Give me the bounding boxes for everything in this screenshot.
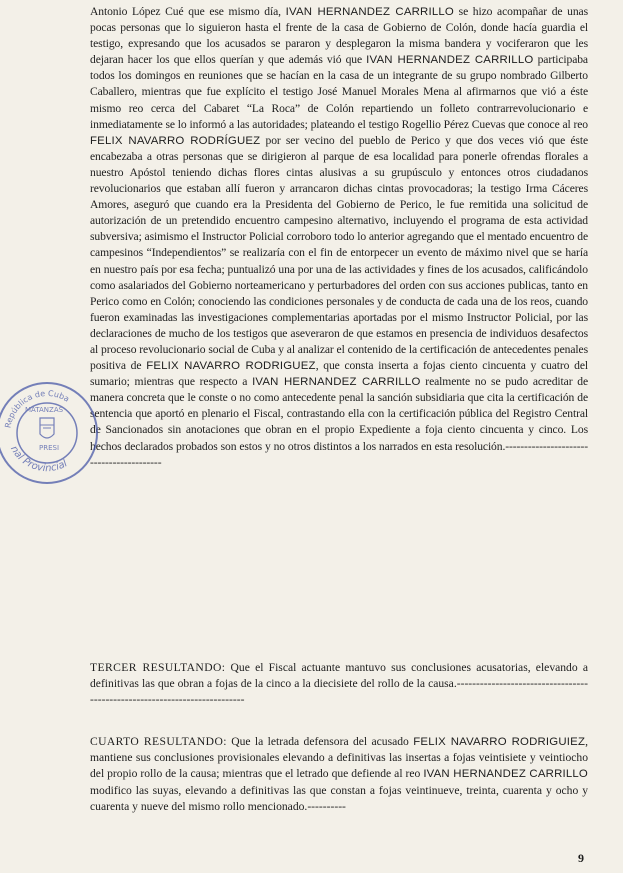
tercer-resultando-heading: TERCER RESULTANDO: (90, 661, 226, 674)
resultando-paragraph-continued (90, 4, 588, 471)
defendant-name: IVAN HERNANDEZ CARRILLO (366, 54, 534, 67)
seal-center-text: PRESI (39, 444, 60, 452)
text-segment: , mantiene sus conclusiones provisionales elevando a definitivas las insertas a fojas veintisiete y veintiocho del propio rollo de la causa; mientras que el letrado que defiende al reo (90, 735, 589, 781)
seal-top-text: República de Cuba (3, 388, 71, 429)
cuarto-resultando-paragraph (90, 734, 588, 815)
text-segment: se hizo acompañar de unas pocas personas que lo siguieron hasta el frente de la casa de Gobierno de Colón, donde hacía guardia el testigo, expresando que los acusados se pararon y desplegaron la misma bandera y vociferaron que les dejaran hacer los que ellos querían y que además vió que (90, 5, 588, 67)
cuarto-resultando-heading: CUARTO RESULTANDO: (90, 735, 227, 748)
text-segment: , que consta inserta a fojas ciento cincuenta y cuatro del sumario; mientras que respecto a (90, 359, 588, 389)
text-segment: modifico las suyas, elevando a definitivas las que constan a fojas veintinueve, treinta, cuarenta y ocho y cuarenta y nueve del mismo rollo mencionado.---------- (90, 783, 588, 813)
defendant-name: IVAN HERNANDEZ CARRILLO (285, 6, 454, 18)
tercer-resultando-paragraph (90, 660, 588, 709)
defendant-name: IVAN HERNANDEZ CARRILLO (423, 768, 588, 781)
defendant-name: FELIX NAVARRO RODRIGUEZ (146, 360, 316, 373)
seal-middle-text: MATANZAS (25, 406, 64, 414)
seal-bottom-text: nal Provincial (8, 444, 70, 475)
text-segment: Que el Fiscal actuante mantuvo sus conclusiones acusatorias, elevando a definitivas las que obran a fojas de la cinco a la diecisiete del rollo de la causa.-------------------------------------------------------------------------- (90, 661, 588, 707)
text-segment: Antonio López Cué que ese mismo día, (90, 5, 286, 18)
defendant-name: FELIX NAVARRO RODRIGUIEZ (413, 736, 586, 748)
defendant-name: IVAN HERNANDEZ CARRILLO (252, 376, 421, 389)
coat-of-arms-stripes-icon (40, 425, 54, 428)
text-segment: Que la letrada defensora del acusado (226, 735, 414, 748)
text-segment: por ser vecino del pueblo de Perico y que dos veces vió que éste encabezaba a otras personas que se dirigieron al parque de esa localidad para ponerle ofrendas florales a nuestro Apóstol teniendo dichas flores cintas alusivas a su grupúsculo y entonces otros ciudadanos revolucionarios que estaban allí fueron y arrancaron dichas cintas provocadoras; la testigo Irma Cáceres Amores, aseguró que cuando era la Presidenta del Gobierno de Perico, le fue remitida una solicitud de autorización de un pretendido encuentro campesino alternativo, incluyendo el programa de esta actividad subversiva; asimismo el Instructor Policial corroboro todo lo anterior agregando que el mentado encuentro de campesinos “Independientos” se realizaría con el fin de entorpecer un evento de máximo nivel que se haría en nuestro país por esa fecha; puntualizó una por una de las actividades y fines de los acusados, calificándolo como asalariados del Gobierno norteamericano y perturbadores del orden con sus acciones publicas, tanto en Perico como en Colón; conociendo las condiciones personales y de conducta de cada una de los reos, cuando fueron examinadas las investigaciones complementarias aportadas por el mismo Instructor Policial, por las declaraciones de mucho de los testigos que aseveraron de que estamos en presencia de individuos desafectos al proceso revolucionario social de Cuba y al analizar el contenido de la certificación de antecedentes penales positiva de (90, 133, 588, 373)
court-seal-stamp (0, 378, 102, 488)
page-number: 9 (578, 851, 584, 865)
text-segment: participaba todos los domingos en reuniones que se hacían en la casa de un integrante de su grupo nombrado Gilberto Caballero, mientras que fue explícito el testigo José Manuel Morales Mena al afirmarnos que vió a éste mismo reo cerca del Cabaret “La Roca” de Colón repartiendo un folleto contrarrevolucionario e inmediatamente se lo informó a las autoridades; plateando el testigo Rogellio Pérez Cuevas que conoce al reo (90, 53, 588, 131)
defendant-name: FELIX NAVARRO RODRÍGUEZ (90, 134, 261, 147)
text-segment: realmente no se pudo acreditar de manera concreta que le conste o no como antecedente penal la sanción subsidiaria que cita la certificación de sentencia que aportó en plenario el Fiscal, contrastando ella con la certificación pública del Registro Central de Sancionados sin anotaciones que obran en el propio Expediente a foja ciento cincuenta y cinco. Los hechos declarados probados son estos y no otros distintos a los narrados en esta resolución.----------------------------------------- (90, 375, 588, 469)
